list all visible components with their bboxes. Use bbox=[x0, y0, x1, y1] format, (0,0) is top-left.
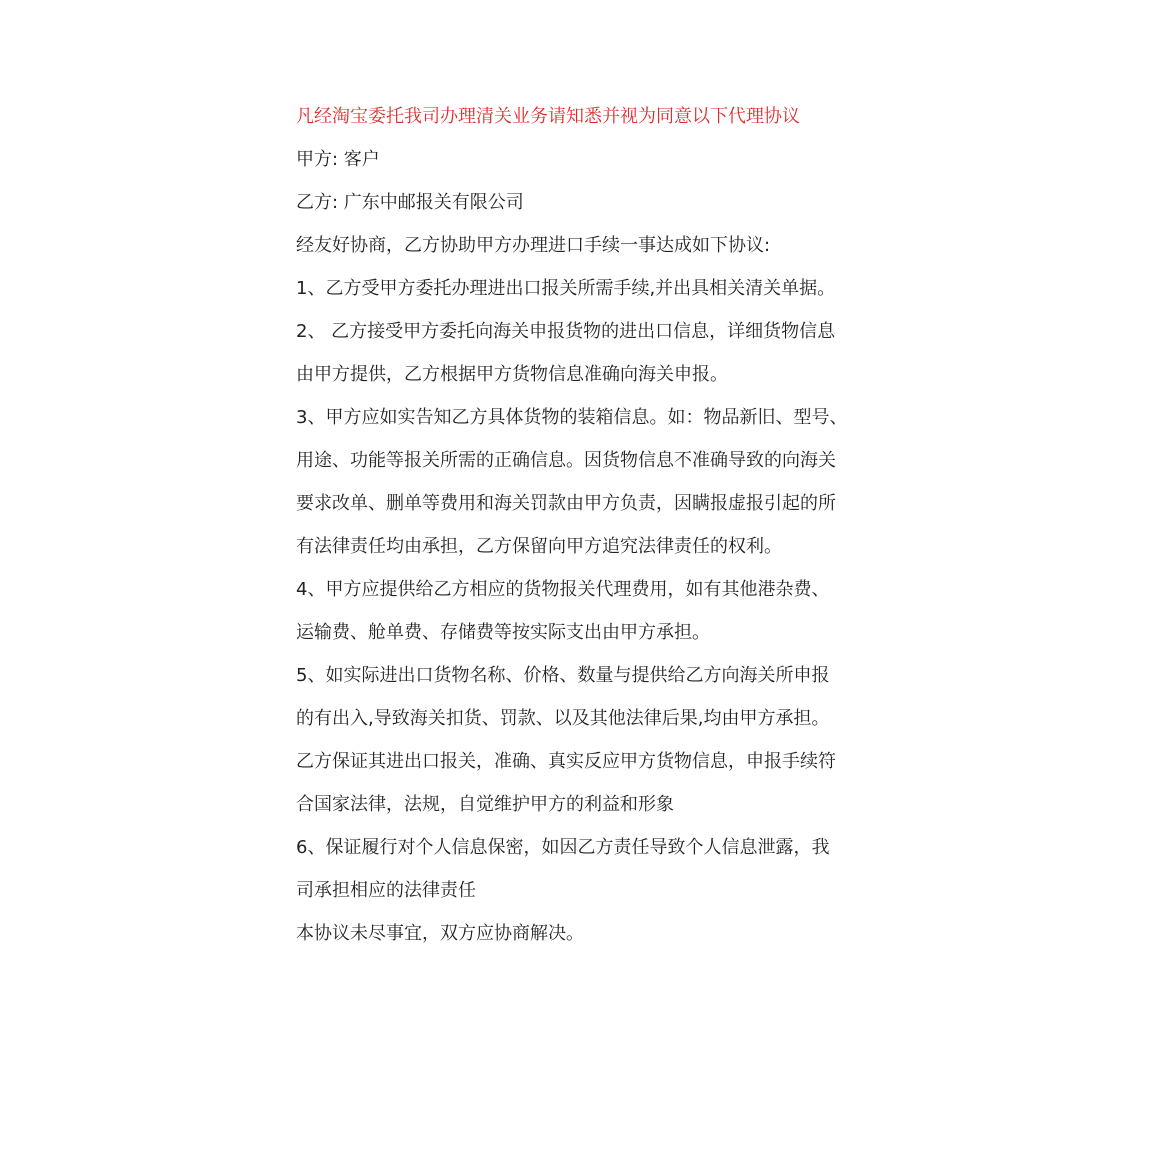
clause-3-line-4: 有法律责任均由承担，乙方保留向甲方追究法律责任的权利。 bbox=[296, 536, 782, 557]
closing-line: 本协议未尽事宜，双方应协商解决。 bbox=[296, 923, 584, 944]
clause-3-line-2: 用途、功能等报关所需的正确信息。因货物信息不准确导致的向海关 bbox=[296, 450, 836, 471]
clause-6-line-1: 6、保证履行对个人信息保密，如因乙方责任导致个人信息泄露，我 bbox=[296, 837, 830, 858]
preamble-line: 经友好协商，乙方协助甲方办理进口手续一事达成如下协议: bbox=[296, 235, 771, 256]
party-a-line: 甲方: 客户 bbox=[296, 149, 380, 170]
clause-1-line: 1、乙方受甲方委托办理进出口报关所需手续,并出具相关清关单据。 bbox=[296, 278, 836, 299]
guarantee-line-2: 合国家法律，法规，自觉维护甲方的利益和形象 bbox=[296, 794, 674, 815]
clause-2-line-1: 2、 乙方接受甲方委托向海关申报货物的进出口信息，详细货物信息 bbox=[296, 321, 836, 342]
clause-2-line-2: 由甲方提供，乙方根据甲方货物信息准确向海关申报。 bbox=[296, 364, 728, 385]
guarantee-line-1: 乙方保证其进出口报关，准确、真实反应甲方货物信息，申报手续符 bbox=[296, 751, 836, 772]
party-b-line: 乙方: 广东中邮报关有限公司 bbox=[296, 192, 524, 213]
agreement-document bbox=[296, 105, 886, 946]
clause-3-line-1: 3、甲方应如实告知乙方具体货物的装箱信息。如：物品新旧、型号、 bbox=[296, 407, 848, 428]
document-title: 凡经淘宝委托我司办理清关业务请知悉并视为同意以下代理协议 bbox=[296, 106, 800, 127]
clause-5-line-1: 5、如实际进出口货物名称、价格、数量与提供给乙方向海关所申报 bbox=[296, 665, 830, 686]
clause-4-line-2: 运输费、舱单费、存储费等按实际支出由甲方承担。 bbox=[296, 622, 710, 643]
clause-4-line-1: 4、甲方应提供给乙方相应的货物报关代理费用，如有其他港杂费、 bbox=[296, 579, 830, 600]
clause-5-line-2: 的有出入,导致海关扣货、罚款、以及其他法律后果,均由甲方承担。 bbox=[296, 708, 830, 729]
clause-6-line-2: 司承担相应的法律责任 bbox=[296, 880, 476, 901]
clause-3-line-3: 要求改单、删单等费用和海关罚款由甲方负责，因瞒报虚报引起的所 bbox=[296, 493, 836, 514]
